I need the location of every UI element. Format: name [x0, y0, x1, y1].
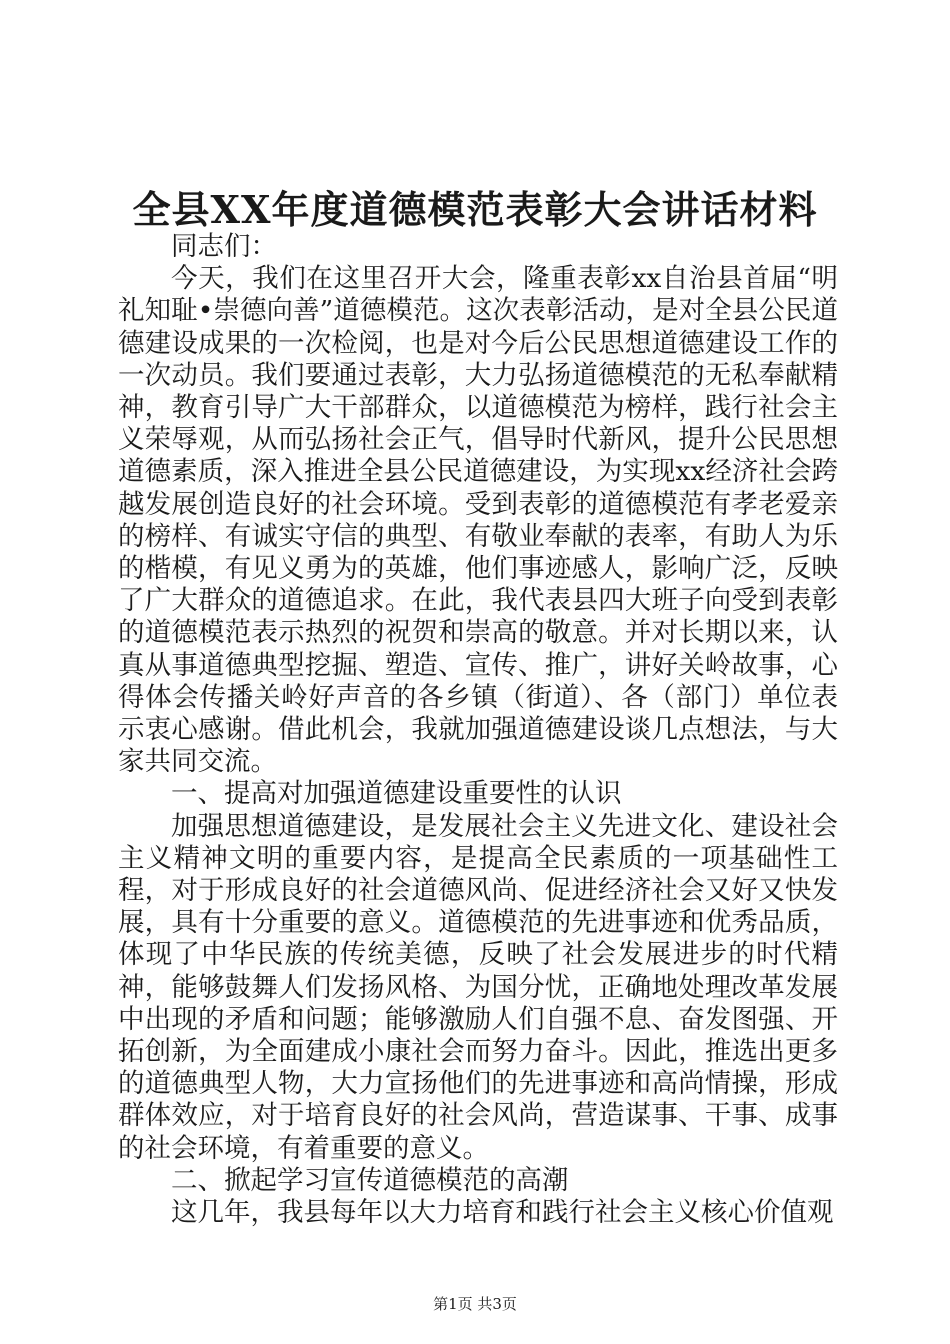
body-paragraph-intro: 今天，我们在这里召开大会，隆重表彰xx自治县首届“明礼知耻•崇德向善”道德模范。这次表彰活动，是对全县公民道德建设成果的一次检阅，也是对今后公民思想道德建设工作的一次动员。我们要通过表彰，大力弘扬道德模范的无私奉献精神，教育引导广大干部群众，以道德模范为榜样，践行社会主义荣辱观，从而弘扬社会正气，倡导时代新风，提升公民思想道德素质，深入推进全县公民道德建设，为实现xx经济社会跨越发展创造良好的社会环境。受到表彰的道德模范有孝老爱亲的榜样、有诚实守信的典型、有敬业奉献的表率，有助人为乐的楷模，有见义勇为的英雄，他们事迹感人，影响广泛，反映了广大群众的道德追求。在此，我代表县四大班子向受到表彰的道德模范表示热烈的祝贺和崇高的敬意。并对长期以来，认真从事道德典型挖掘、塑造、宣传、推广，讲好关岭故事，心得体会传播关岭好声音的各乡镇（街道）、各（部门）单位表示衷心感谢。借此机会，我就加强道德建设谈几点想法，与大家共同交流。: [118, 263, 838, 778]
body-paragraph-section-1: 加强思想道德建设，是发展社会主义先进文化、建设社会主义精神文明的重要内容，是提高全民素质的一项基础性工程，对于形成良好的社会道德风尚、促进经济社会又好又快发展，具有十分重要的意义。道德模范的先进事迹和优秀品质，体现了中华民族的传统美德，反映了社会发展进步的时代精神，能够鼓舞人们发扬风格、为国分忧，正确地处理改革发展中出现的矛盾和问题；能够激励人们自强不息、奋发图强、开拓创新，为全面建成小康社会而努力奋斗。因此，推选出更多的道德典型人物，大力宣扬他们的先进事迹和高尚情操，形成群体效应，对于培育良好的社会风尚，营造谋事、干事、成事的社会环境，有着重要的意义。: [118, 810, 838, 1164]
body-paragraph-section-2: 这几年，我县每年以大力培育和践行社会主义核心价值观: [171, 1197, 834, 1229]
section-heading-1: 一、提高对加强道德建设重要性的认识: [171, 778, 622, 810]
section-heading-2: 二、掀起学习宣传道德模范的高潮: [171, 1164, 569, 1196]
salutation: 同志们：: [171, 231, 277, 262]
document-title: 全县XX年度道德模范表彰大会讲话材料: [132, 187, 818, 232]
page-number-footer: 第1页 共3页: [433, 1295, 517, 1313]
document-body: [118, 231, 838, 1229]
